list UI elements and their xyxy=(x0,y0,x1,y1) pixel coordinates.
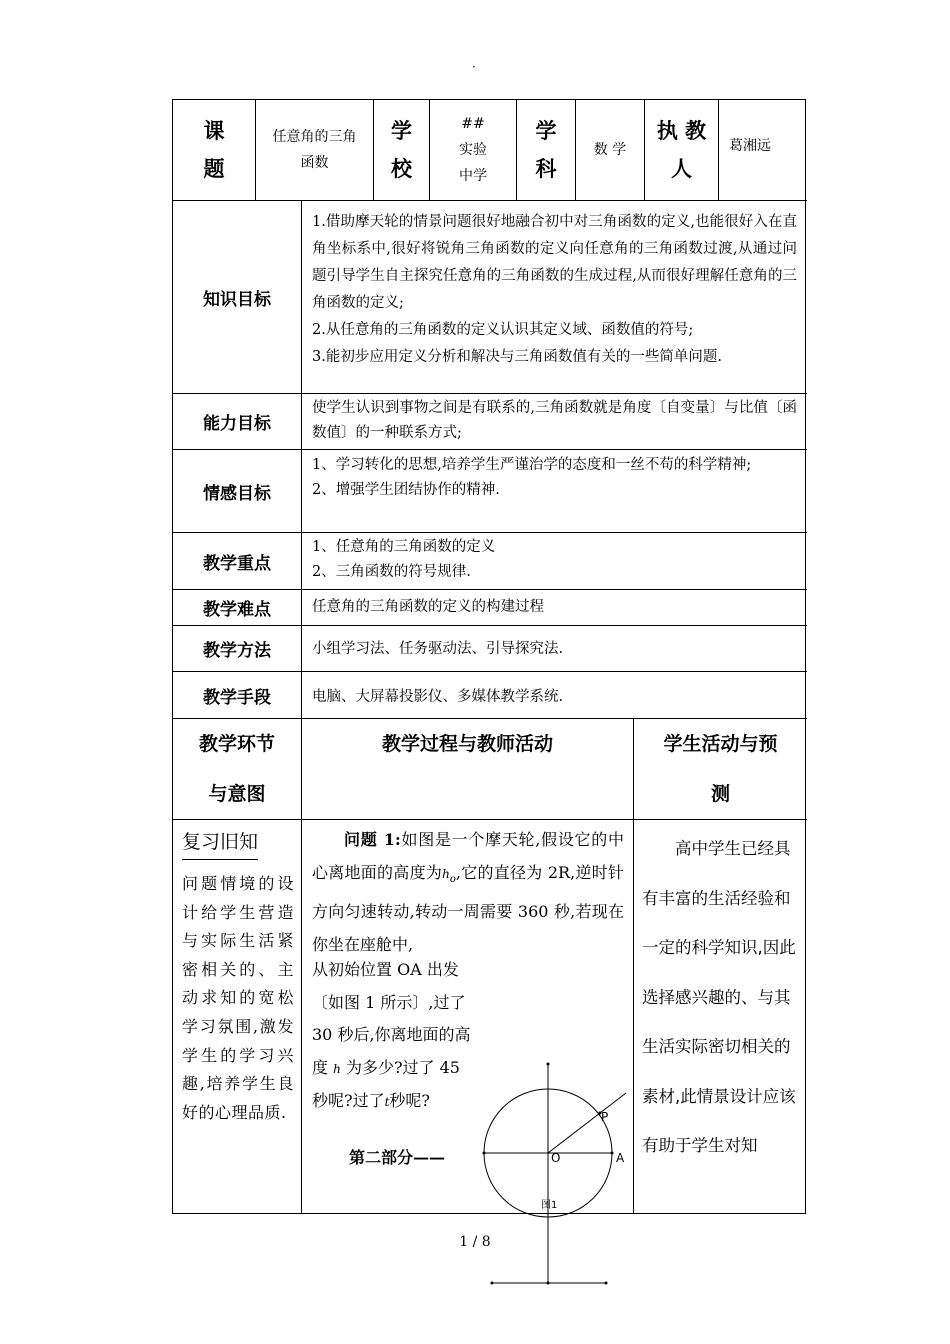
subject-label: 学 科 xyxy=(535,119,557,181)
objective-label: 能力目标 xyxy=(203,414,271,434)
objective-text: 2、三角函数的符号规律. xyxy=(312,564,471,580)
objective-text: 1.借助摩天轮的情景问题很好地融合初中对三角函数的定义,也能很好入在直角坐标系中,很好将锐角三角函数的定义向任意角的三角函数过渡,从通过问题引导学生自主探究任意角的三角函数的生成过程,从而很好理解任意角的三角函数的定义; xyxy=(312,214,797,311)
process-row xyxy=(173,820,807,1213)
question-text: ,它的直径为 2R,逆时针方向匀速转动,转动一周需要 360 秒,若现在你坐在座舱中, xyxy=(312,862,624,954)
topic-title: 任意角的三角 函数 xyxy=(272,129,357,171)
objective-row-ability xyxy=(173,394,807,450)
part-two-heading: 第二部分—— xyxy=(349,1148,446,1167)
question-label: 问题 1: xyxy=(344,830,401,849)
process-header-row xyxy=(173,719,807,820)
math-h: h xyxy=(442,866,450,881)
teacher-column-header: 教学过程与教师活动 xyxy=(381,733,553,755)
objective-row-difficulty xyxy=(173,590,807,626)
math-h: h xyxy=(333,1061,341,1076)
school-name: ## 实验 中学 xyxy=(459,116,487,184)
topic-cell xyxy=(256,100,374,200)
topic-label-cell xyxy=(173,100,256,200)
subject-cell xyxy=(576,100,645,200)
topic-label: 课 题 xyxy=(203,119,225,181)
objective-label: 教学重点 xyxy=(203,553,271,574)
question-text: 从初始位置 OA 出发〔如图 1 所示〕,过了 30 秒后,你离地面的高度 xyxy=(312,960,471,1077)
student-column-header: 学生活动与预 测 xyxy=(663,733,778,805)
page-mark: · xyxy=(472,60,476,74)
objective-text: 任意角的三角函数的定义的构建过程 xyxy=(312,599,544,615)
teacher-label-cell xyxy=(645,100,719,200)
label-a: A xyxy=(616,1151,625,1165)
student-activity-text: 高中学生已经具有丰富的生活经验和一定的科学知识,因此选择感兴趣的、与其生活实际密切相关的素材,此情景设计应该有助于学生对知 xyxy=(642,839,796,1155)
header-row xyxy=(173,100,807,201)
objective-text: 2、增强学生团结协作的精神. xyxy=(312,482,500,498)
subject-label-cell xyxy=(517,100,576,200)
objective-row-knowledge xyxy=(173,201,807,394)
label-o: O xyxy=(551,1151,561,1165)
school-cell xyxy=(430,100,517,200)
objective-label: 知识目标 xyxy=(203,289,271,310)
teacher-name: 葛湘远 xyxy=(729,138,771,154)
objective-text: 1、任意角的三角函数的定义 xyxy=(312,539,496,555)
ferris-wheel-diagram xyxy=(478,1062,634,1320)
objective-text: 小组学习法、任务驱动法、引导探究法. xyxy=(312,641,564,657)
objective-text: 使学生认识到事物之间是有联系的,三角函数就是角度〔自变量〕与比值〔函数值〕的一种联系方式; xyxy=(312,400,797,441)
objective-text: 电脑、大屏幕投影仪、多媒体教学系统. xyxy=(312,689,564,705)
question-text: 如图是一个摩天轮,假设它的中心离地面的高度为 xyxy=(312,830,624,882)
stage-column-header: 教学环节 与意图 xyxy=(198,733,275,805)
lesson-plan-table xyxy=(172,99,806,1214)
objective-row-method xyxy=(173,626,807,672)
stage-cell xyxy=(173,820,302,1213)
question-text: 秒呢? xyxy=(389,1091,431,1110)
objective-label: 教学方法 xyxy=(203,641,271,661)
objective-label: 情感目标 xyxy=(203,483,271,504)
stage-title: 复习旧知 xyxy=(182,827,258,860)
figure-caption: 图1 xyxy=(541,1200,558,1211)
objective-row-key-points xyxy=(173,533,807,590)
teacher-label: 执 教 人 xyxy=(656,119,707,181)
objective-text: 2.从任意角的三角函数的定义认识其定义域、函数值的符号; xyxy=(312,322,694,338)
teacher-activity-cell xyxy=(302,820,634,1213)
question-continued xyxy=(312,954,472,1119)
math-t: t xyxy=(384,1095,390,1109)
objective-row-means xyxy=(173,672,807,719)
objective-row-emotion xyxy=(173,450,807,533)
question-text: 为多少?过了 45 秒呢?过了 xyxy=(312,1057,460,1110)
objective-text: 3.能初步应用定义分析和解决与三角函数值有关的一些简单问题. xyxy=(312,349,722,365)
school-label: 学 校 xyxy=(391,119,412,181)
teacher-cell xyxy=(719,100,807,200)
question-block xyxy=(312,824,624,961)
school-label-cell xyxy=(374,100,430,200)
objective-text: 1、学习转化的思想,培养学生严谨治学的态度和一丝不苟的科学精神; xyxy=(312,457,752,473)
label-p: P xyxy=(601,1110,609,1124)
objective-label: 教学手段 xyxy=(203,687,271,708)
subject-name: 数 学 xyxy=(593,142,627,158)
objective-label: 教学难点 xyxy=(203,600,271,620)
math-sub: o xyxy=(449,873,456,885)
page-number: 1 / 8 xyxy=(459,1234,491,1250)
stage-description: 问题情境的设计给学生营造与实际生活紧密相关的、主动求知的宽松学习氛围,激发学生的学习兴趣,培养学生良好的心理品质. xyxy=(182,874,294,1122)
student-activity-cell xyxy=(634,820,807,1213)
